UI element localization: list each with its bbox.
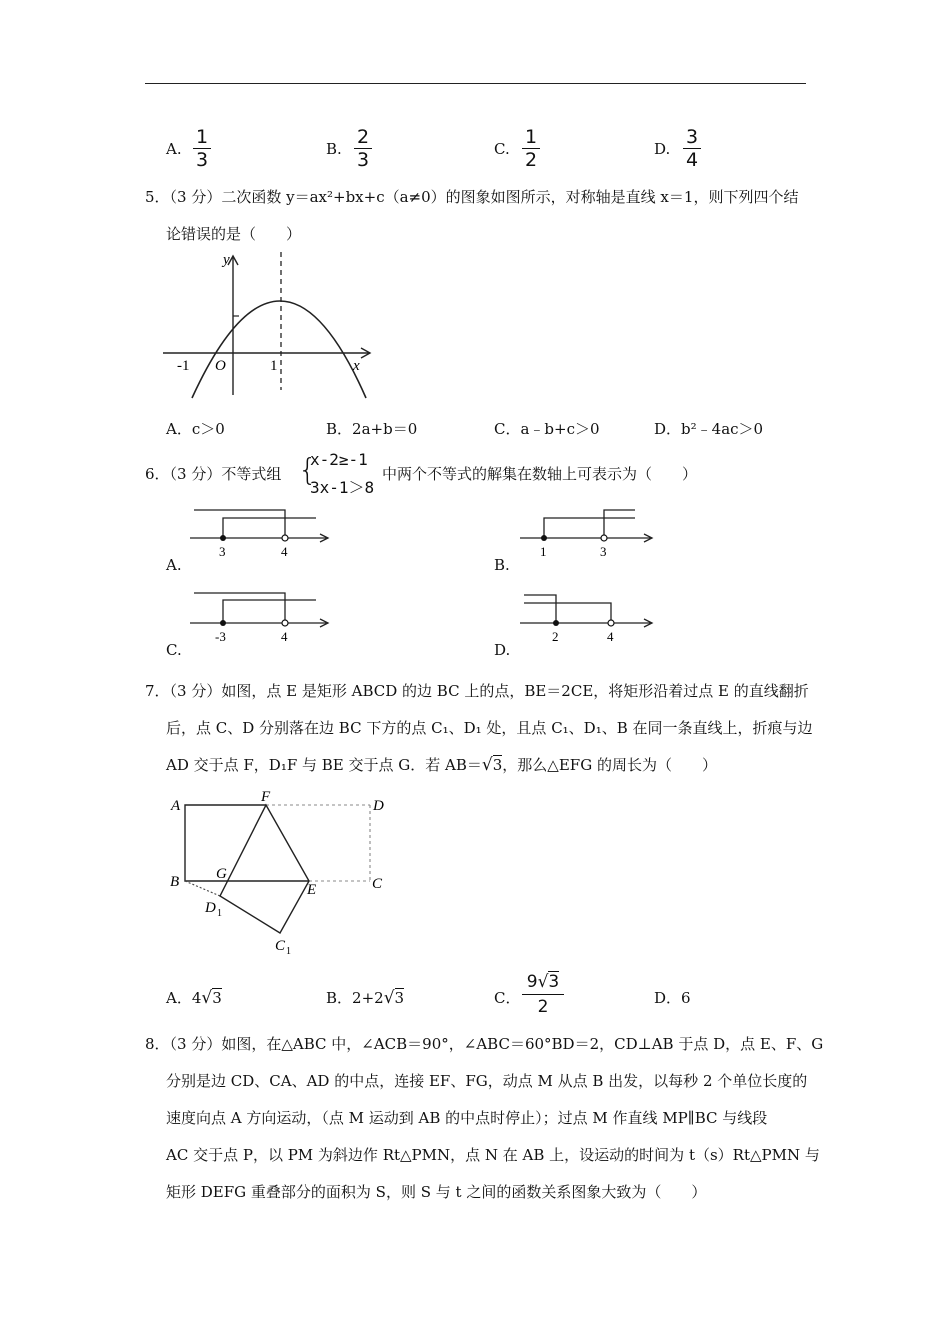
tick-label: 3 bbox=[600, 544, 607, 559]
q5-option-c bbox=[494, 418, 600, 439]
q7-line1: 7．（3 分）如图，点 E 是矩形 ABCD 的边 BC 上的点，BE＝2CE，将矩形沿着过点 E 的直线翻折 bbox=[145, 682, 809, 700]
q6-ineq1: x-2≥-1 bbox=[310, 450, 368, 469]
x-axis-label: x bbox=[353, 358, 360, 374]
tick-label: 2 bbox=[552, 629, 559, 644]
line3-text-b: ，那么△EFG 的周长为（ ） bbox=[502, 756, 717, 774]
label: D． bbox=[654, 420, 682, 438]
q5-line1: 5．（3 分）二次函数 y＝ax²+bx+c（a≠0）的图象如图所示，对称轴是直线 x＝1，则下列四个结 bbox=[145, 188, 799, 206]
tick-label: 4 bbox=[281, 544, 288, 559]
sqrt-symbol: √ bbox=[537, 972, 549, 992]
q4-option-b-label: B. bbox=[326, 140, 342, 158]
tick-label: 1 bbox=[540, 544, 547, 559]
numerator: 3 bbox=[685, 126, 699, 148]
q7-option-c-label: C． bbox=[494, 989, 521, 1007]
q6-option-a-label: A. bbox=[166, 556, 182, 574]
denominator: 3 bbox=[195, 149, 209, 171]
tick-label: 4 bbox=[281, 629, 288, 644]
q5-option-d bbox=[654, 418, 763, 439]
q4-option-c-fraction bbox=[522, 127, 540, 170]
q5-option-a bbox=[166, 418, 225, 439]
label-c: C bbox=[372, 876, 383, 892]
numerator: 1 bbox=[195, 126, 209, 148]
q8-line4: AC 交于点 P，以 PM 为斜边作 Rt△PMN，点 N 在 AB 上，设运动的时间为 t（s）Rt△PMN 与 bbox=[166, 1146, 820, 1164]
q4-option-c-label: C. bbox=[494, 140, 510, 158]
sqrt-radicand: 3 bbox=[492, 756, 503, 774]
coefficient: 2+2 bbox=[352, 989, 384, 1007]
q4-option-d-label: D. bbox=[654, 140, 671, 158]
label: A． bbox=[166, 420, 192, 438]
label-f: F bbox=[261, 789, 271, 805]
sqrt-symbol: √ bbox=[481, 755, 493, 775]
label: B． bbox=[326, 989, 353, 1007]
q8-line5: 矩形 DEFG 重叠部分的面积为 S，则 S 与 t 之间的函数关系图象大致为（ ） bbox=[166, 1183, 707, 1201]
tick-label: 4 bbox=[607, 629, 614, 644]
label: D． bbox=[654, 989, 682, 1007]
radicand: 3 bbox=[548, 972, 560, 992]
q7-line2: 后，点 C、D 分别落在边 BC 下方的点 C₁、D₁ 处，且点 C₁、D₁、B 在同一条直线上，折痕与边 bbox=[166, 719, 813, 737]
label-b: B bbox=[170, 874, 180, 890]
q7-option-d bbox=[654, 987, 691, 1008]
q5-parabola-graph bbox=[160, 250, 375, 400]
q6-option-c-label: C. bbox=[166, 641, 182, 659]
q5-line2: 论错误的是（ ） bbox=[166, 225, 302, 243]
radicand: 3 bbox=[212, 989, 222, 1007]
q6-ineq2: 3x-1＞8 bbox=[310, 478, 375, 497]
label: C． bbox=[494, 420, 521, 438]
sqrt-symbol: √ bbox=[201, 988, 213, 1008]
q6-numberline-b bbox=[520, 505, 660, 560]
q8-line2: 分别是边 CD、CA、AD 的中点，连接 EF、FG，动点 M 从点 B 出发，以每秒 2 个单位长度的 bbox=[166, 1072, 808, 1090]
line3-text-a: AD 交于点 F，D₁F 与 BE 交于点 G．若 AB＝ bbox=[166, 756, 482, 774]
tick-neg1: -1 bbox=[177, 358, 190, 374]
q7-line3 bbox=[166, 755, 717, 775]
denominator: 2 bbox=[537, 997, 549, 1017]
q7-option-a bbox=[166, 987, 222, 1008]
label: A． bbox=[166, 989, 192, 1007]
q4-option-a-label: A. bbox=[166, 140, 182, 158]
label: B． bbox=[326, 420, 353, 438]
radicand: 3 bbox=[394, 989, 405, 1007]
denominator: 4 bbox=[685, 149, 699, 171]
label-c1: C bbox=[275, 938, 286, 954]
tick-label: 3 bbox=[219, 544, 226, 559]
coefficient: 4 bbox=[191, 989, 202, 1007]
label-e: E bbox=[307, 882, 317, 898]
q6-option-d-label: D. bbox=[494, 641, 511, 659]
sqrt-symbol: √ bbox=[383, 988, 395, 1008]
label-d1: D bbox=[205, 900, 216, 916]
label-d1-subscript: 1 bbox=[217, 908, 222, 919]
q7-rectangle-figure bbox=[165, 788, 395, 958]
q6-brace: { bbox=[298, 453, 318, 488]
text: 2a+b＝0 bbox=[352, 420, 418, 438]
q6-numberline-a bbox=[190, 505, 335, 560]
q4-option-b-fraction bbox=[354, 127, 372, 170]
header-rule bbox=[145, 83, 806, 84]
q6-suffix: 中两个不等式的解集在数轴上可表示为（ ） bbox=[382, 465, 698, 483]
denominator: 2 bbox=[524, 149, 538, 171]
q6-option-b-label: B. bbox=[494, 556, 510, 574]
q4-option-a-fraction bbox=[193, 127, 211, 170]
q5-option-b bbox=[326, 418, 417, 439]
numerator-coefficient: 9 bbox=[526, 972, 538, 992]
text: 6 bbox=[681, 989, 691, 1007]
q4-option-d-fraction bbox=[683, 127, 701, 170]
label-c1-subscript: 1 bbox=[286, 946, 291, 957]
q6-numberline-c bbox=[190, 590, 335, 645]
denominator: 3 bbox=[356, 149, 370, 171]
tick-1: 1 bbox=[270, 358, 278, 374]
numerator: 1 bbox=[524, 126, 538, 148]
y-axis-label: y bbox=[223, 252, 230, 268]
origin-label: O bbox=[215, 358, 226, 374]
q7-option-b bbox=[326, 987, 404, 1008]
q6-numberline-d bbox=[520, 590, 660, 645]
q7-option-c-fraction bbox=[522, 972, 564, 1017]
text: c＞0 bbox=[191, 420, 225, 438]
label-d: D bbox=[373, 798, 384, 814]
q6-prefix: 6．（3 分）不等式组 bbox=[145, 465, 282, 483]
text: b²﹣4ac＞0 bbox=[681, 420, 764, 438]
label-a: A bbox=[171, 798, 181, 814]
tick-label: -3 bbox=[215, 629, 226, 644]
q8-line3: 速度向点 A 方向运动，（点 M 运动到 AB 的中点时停止）；过点 M 作直线 MP∥BC 与线段 bbox=[166, 1109, 768, 1127]
q8-line1: 8．（3 分）如图，在△ABC 中，∠ACB＝90°，∠ABC＝60°BD＝2，CD⊥AB 于点 D，点 E、F、G bbox=[145, 1035, 824, 1053]
text: a﹣b+c＞0 bbox=[520, 420, 600, 438]
label-g: G bbox=[216, 866, 227, 882]
numerator: 2 bbox=[356, 126, 370, 148]
